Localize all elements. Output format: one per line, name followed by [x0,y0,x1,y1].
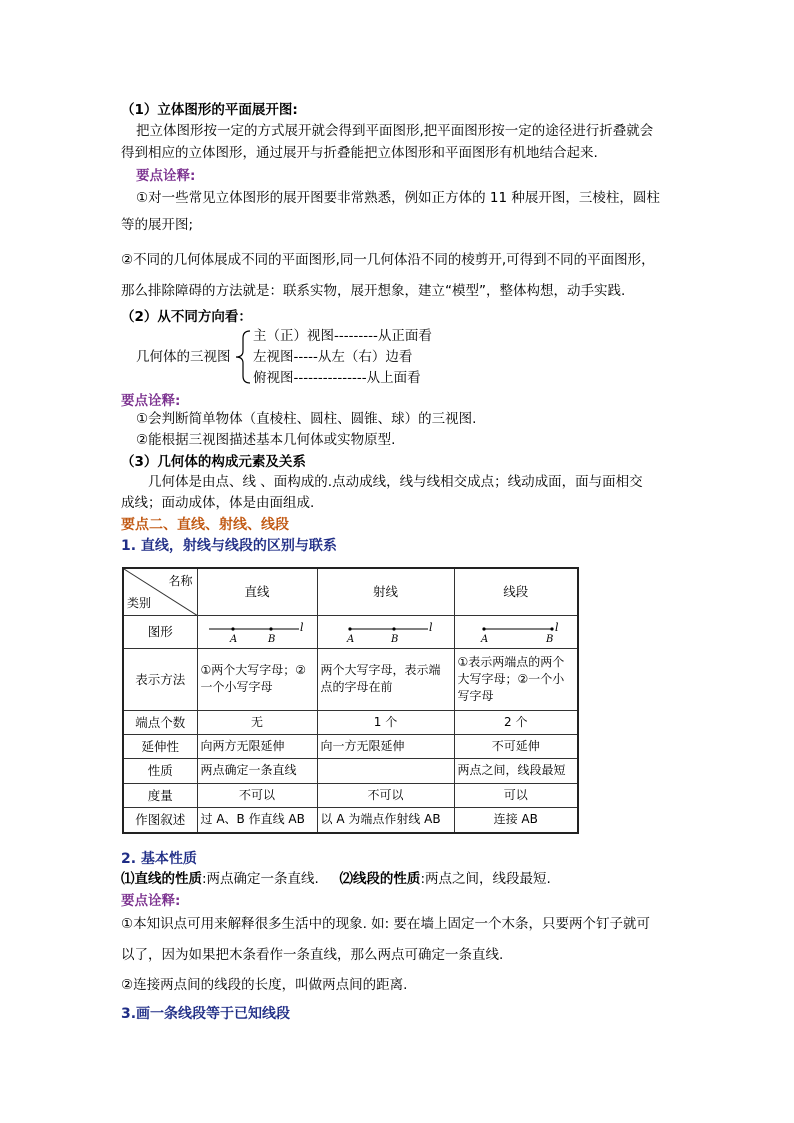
table-row [123,758,578,783]
extension-segment: 不可延伸 [454,734,578,758]
line-l-label: l [428,620,433,634]
prop1-label: ⑴直线的性质 [121,871,202,887]
construction-ray: 以 A 为端点作射线 AB [317,807,454,833]
line-l-label: l [554,620,559,634]
sec2-tip-title: 要点诠释: [121,393,181,409]
sec1-tip1-line1: ①对一些常见立体图形的展开图要非常熟悉，例如正方体的 11 种展开图，三棱柱，圆柱 [136,190,660,206]
point-b-label: B [545,633,554,644]
measure-ray: 不可以 [317,783,454,807]
table-row [123,807,578,833]
table-row [123,648,578,710]
row-header-construction: 作图叙述 [123,807,197,833]
basic-tip1-line1: ①本知识点可用来解释很多生活中的现象. 如: 要在墙上固定一个木条，只要两个钉子就可 [121,916,651,932]
draw-title: 3.画一条线段等于已知线段 [121,1006,291,1022]
segment-diagram [466,620,566,644]
corner-cell [123,568,197,615]
sec1-tip-title: 要点诠释: [136,168,196,184]
row-header-figure: 图形 [123,615,197,648]
point-b-label: B [268,633,276,644]
sec2-tip1: ①会判断简单物体（直棱柱、圆柱、圆锥、球）的三视图. [136,411,477,427]
sec1-tip2-line1: ②不同的几何体展成不同的平面图形,同一几何体沿不同的棱剪开,可得到不同的平面图形， [121,252,655,268]
table-row [123,615,578,648]
sec1-tip1-line2: 等的展开图; [121,217,194,233]
measure-segment: 可以 [454,783,578,807]
extension-ray: 向一方无限延伸 [317,734,454,758]
sec3-heading: （3）几何体的构成元素及关系 [121,454,306,470]
sec3-para-line1: 几何体是由点、线 、面构成的.点动成线，线与线相交成点；线动成面，面与面相交 [148,474,643,490]
sec1-tip2-line2: 那么排除障碍的方法就是：联系实物，展开想象，建立“模型”，整体构想，动手实践. [121,283,626,299]
part2-title: 要点二、直线、射线、线段 [121,517,289,533]
prop2-label: ⑵线段的性质 [339,871,421,887]
col-header-ray: 射线 [317,568,454,615]
row-header-notation: 表示方法 [123,648,197,710]
brace-icon [232,329,254,385]
table-row [123,734,578,758]
notation-ray: 两个大写字母，表示端点的字母在前 [317,648,454,710]
row-header-extension: 延伸性 [123,734,197,758]
measure-line: 不可以 [197,783,317,807]
sec2-tip2: ②能根据三视图描述基本几何体或实物原型. [136,432,396,448]
endpoints-ray: 1 个 [317,710,454,734]
comparison-table [122,567,579,834]
col-header-segment: 线段 [454,568,578,615]
sec1-para-line1: 把立体图形按一定的方式展开就会得到平面图形,把平面图形按一定的途径进行折叠就会 [136,123,654,139]
view-top: 俯视图---------------从上面看 [253,370,421,386]
prop2-text: :两点之间，线段最短. [420,871,551,887]
sec3-para-line2: 成线；面动成体，体是由面组成. [121,495,315,511]
ray-diagram [336,620,436,644]
point-a-label: A [230,633,238,644]
sec1-heading: （1）立体图形的平面展开图: [121,102,298,118]
row-header-endpoints: 端点个数 [123,710,197,734]
view-front: 主（正）视图---------从正面看 [253,328,432,344]
notation-segment: ①表示两端点的两个大写字母；②一个小写字母 [454,648,578,710]
point-a-label: A [346,633,354,644]
line-l-label: l [300,620,304,634]
endpoints-segment: 2 个 [454,710,578,734]
col-header-line: 直线 [197,568,317,615]
extension-line: 向两方无限延伸 [197,734,317,758]
point-a-label: A [480,633,488,644]
construction-segment: 连接 AB [454,807,578,833]
view-left: 左视图-----从左（右）边看 [253,349,413,365]
property-ray [317,758,454,783]
prop1-text: :两点确定一条直线. [202,871,319,887]
row-header-measure: 度量 [123,783,197,807]
basic-tip2: ②连接两点间的线段的长度，叫做两点间的距离. [121,977,408,993]
three-views-label: 几何体的三视图 [136,349,231,365]
part2-sub1: 1. 直线，射线与线段的区别与联系 [121,538,337,554]
construction-line: 过 A、B 作直线 AB [197,807,317,833]
table-header-row [123,568,578,615]
line-diagram [207,620,307,644]
point-b-label: B [390,633,398,644]
figure-segment [454,615,578,648]
row-header-property: 性质 [123,758,197,783]
table-row [123,783,578,807]
table-row [123,710,578,734]
basic-tip1-line2: 以了，因为如果把木条看作一条直线，那么两点可确定一条直线. [121,947,504,963]
basic-tip-title: 要点诠释: [121,893,181,909]
figure-ray [317,615,454,648]
notation-line: ①两个大写字母；②一个小写字母 [197,648,317,710]
sec1-para-line2: 得到相应的立体图形，通过展开与折叠能把立体图形和平面图形有机地结合起来. [121,145,598,161]
corner-bottom-label: 类别 [127,595,152,610]
figure-line [197,615,317,648]
endpoints-line: 无 [197,710,317,734]
basic-title: 2. 基本性质 [121,851,197,867]
basic-props [121,869,551,889]
property-segment: 两点之间，线段最短 [454,758,578,783]
sec2-heading: （2）从不同方向看： [121,309,252,325]
corner-top-label: 名称 [168,574,193,588]
property-line: 两点确定一条直线 [197,758,317,783]
